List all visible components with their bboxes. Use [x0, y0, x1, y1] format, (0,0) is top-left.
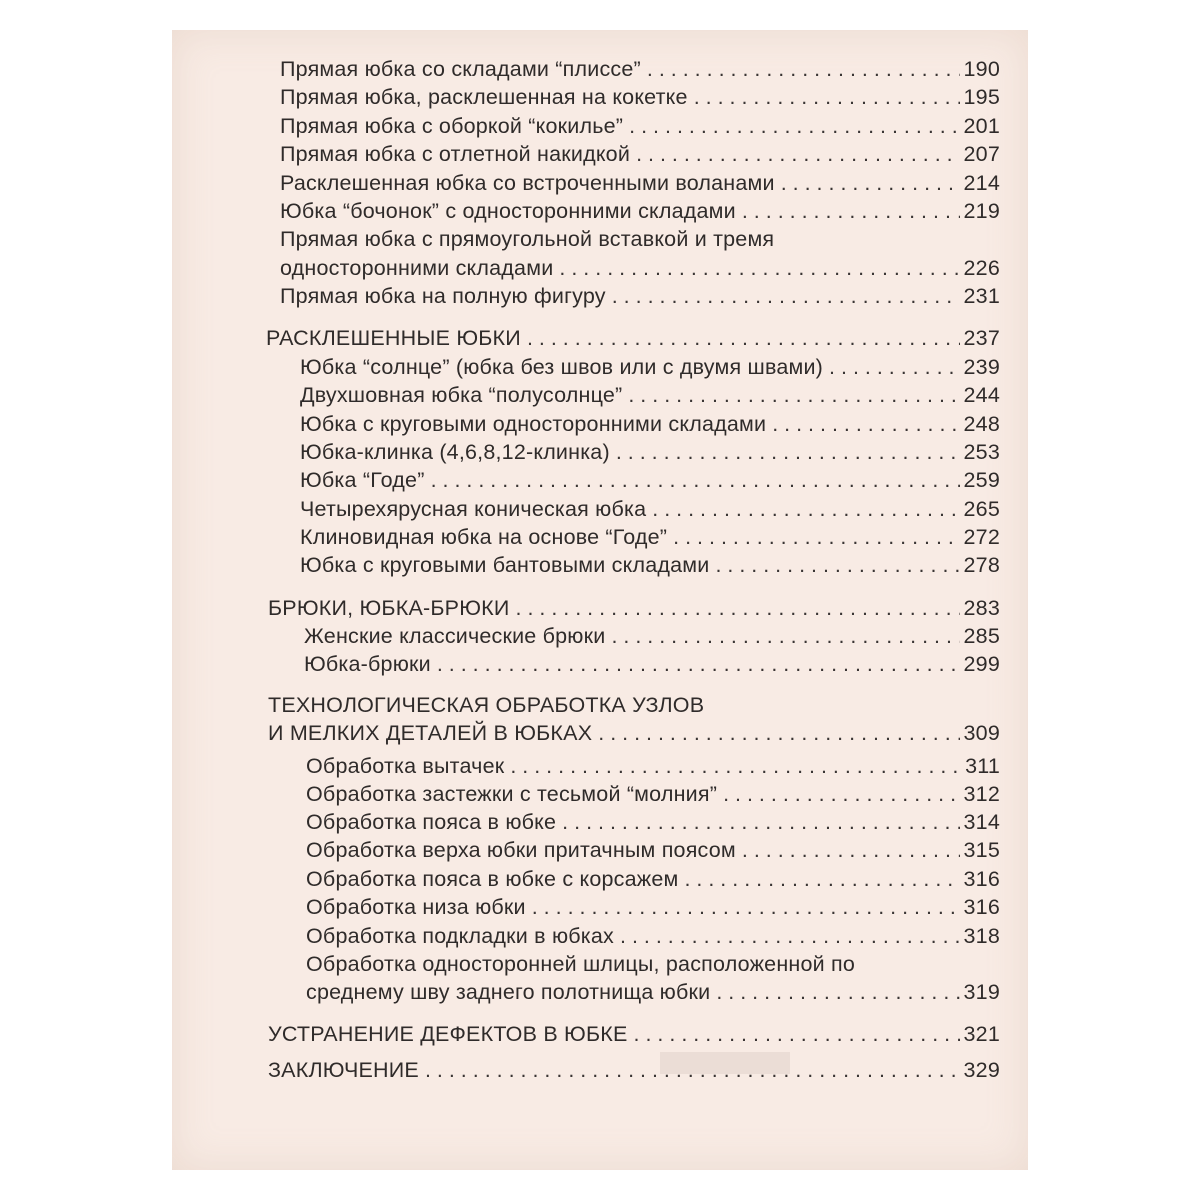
dot-leader	[636, 140, 959, 168]
toc-entry-title: Юбка “Годе”	[300, 468, 425, 492]
toc-page-number: 311	[965, 754, 1000, 778]
toc-section	[268, 594, 1000, 622]
toc-page-number: 283	[963, 596, 1000, 620]
dot-leader	[634, 1020, 960, 1048]
toc-page-number: 299	[963, 652, 1000, 676]
toc-entry-title: Клиновидная юбка на основе “Годе”	[300, 525, 668, 549]
toc-entry-title: Юбка “бочонок” с односторонними складами	[280, 199, 736, 223]
toc-page-number: 321	[963, 1022, 1000, 1046]
dot-leader	[684, 865, 959, 893]
dot-leader	[598, 719, 959, 747]
dot-leader	[527, 324, 960, 352]
toc-page-number: 329	[963, 1058, 1000, 1082]
toc-page-number: 201	[963, 114, 1000, 138]
toc-page-number: 272	[963, 525, 1000, 549]
toc-page-number: 226	[963, 256, 1000, 280]
dot-leader	[431, 466, 960, 494]
toc-entry-title: односторонними складами	[280, 256, 554, 280]
dot-leader	[772, 410, 959, 438]
toc-page-number: 278	[963, 553, 1000, 577]
toc-page-number: 195	[963, 85, 1000, 109]
dot-leader	[612, 282, 960, 310]
toc-page-number: 239	[963, 355, 1000, 379]
toc-section	[266, 324, 1000, 352]
toc-entry	[306, 893, 1000, 921]
toc-entry-title: Прямая юбка со складами “плиссе”	[280, 57, 641, 81]
dot-leader	[742, 197, 960, 225]
toc-entry	[280, 83, 1000, 111]
dot-leader	[647, 55, 960, 83]
toc-entry	[280, 282, 1000, 310]
toc-entry	[306, 780, 1000, 808]
dot-leader	[694, 83, 960, 111]
toc-entry-title: Юбка с круговыми бантовыми складами	[300, 553, 710, 577]
toc-section	[268, 1056, 1000, 1084]
dot-leader	[628, 381, 959, 409]
toc-page-number: 315	[963, 838, 1000, 862]
toc-page-number: 231	[963, 284, 1000, 308]
toc-entry	[300, 410, 1000, 438]
toc-entry	[280, 197, 1000, 225]
toc-page-number: 319	[963, 980, 1000, 1004]
toc-entry-title: Прямая юбка с отлетной накидкой	[280, 142, 631, 166]
toc-section	[268, 719, 1000, 747]
dot-leader	[652, 495, 959, 523]
toc-entry-title: Обработка застежки с тесьмой “молния”	[306, 782, 718, 806]
toc-entry	[300, 523, 1000, 551]
toc-entry-title: Юбка с круговыми односторонними складами	[300, 412, 767, 436]
dot-leader	[742, 836, 960, 864]
toc-page-number: 237	[963, 326, 1000, 350]
toc-entry	[306, 752, 1000, 780]
print-through-shadow	[660, 1052, 790, 1074]
toc-entry-title: среднему шву заднего полотнища юбки	[306, 980, 711, 1004]
toc-page-number: 248	[963, 412, 1000, 436]
dot-leader	[611, 622, 959, 650]
dot-leader	[829, 353, 959, 381]
toc-entry	[280, 55, 1000, 83]
toc-entry	[306, 808, 1000, 836]
toc-entry	[306, 978, 1000, 1006]
toc-entry-title: Прямая юбка с прямоугольной вставкой и тремя	[280, 227, 775, 251]
toc-entry-title: Обработка пояса в юбке	[306, 810, 557, 834]
toc-entry-title: Юбка-брюки	[304, 652, 431, 676]
toc-page-number: 316	[963, 895, 1000, 919]
toc-page-number: 190	[963, 57, 1000, 81]
toc-entry	[300, 438, 1000, 466]
toc-page-number: 312	[963, 782, 1000, 806]
toc-entry	[304, 622, 1000, 650]
toc-page-number: 259	[963, 468, 1000, 492]
toc-entry-title: Обработка пояса в юбке с корсажем	[306, 867, 679, 891]
toc-entry	[280, 169, 1000, 197]
dot-leader	[781, 169, 960, 197]
toc-page-number: 244	[963, 383, 1000, 407]
toc-entry-title: Прямая юбка на полную фигуру	[280, 284, 606, 308]
toc-entry	[300, 353, 1000, 381]
dot-leader	[437, 650, 960, 678]
toc-entry-title: Прямая юбка, расклешенная на кокетке	[280, 85, 688, 109]
toc-entry-title: Юбка-клинка (4,6,8,12-клинка)	[300, 440, 610, 464]
dot-leader	[616, 438, 960, 466]
toc-entry-title: Обработка односторонней шлицы, расположенной по	[306, 952, 856, 976]
dot-leader	[510, 752, 961, 780]
toc-entry	[280, 112, 1000, 140]
dot-leader	[723, 780, 959, 808]
toc-entry-title: Обработка низа юбки	[306, 895, 526, 919]
dot-leader	[673, 523, 959, 551]
toc-page-number: 207	[963, 142, 1000, 166]
toc-section	[268, 1020, 1000, 1048]
toc-page-number: 253	[963, 440, 1000, 464]
toc-page-number: 309	[963, 721, 1000, 745]
toc-entry-title: Двухшовная юбка “полусолнце”	[300, 383, 623, 407]
toc-entry-title: Юбка “солнце” (юбка без швов или с двумя швами)	[300, 355, 824, 379]
toc-page-number: 214	[963, 171, 1000, 195]
dot-leader	[516, 594, 960, 622]
toc-entry	[304, 650, 1000, 678]
toc-page-number: 285	[963, 624, 1000, 648]
toc-entry-title: Обработка подкладки в юбках	[306, 924, 614, 948]
toc-entry-title: Четырехярусная коническая юбка	[300, 497, 647, 521]
dot-leader	[716, 978, 959, 1006]
toc-entry	[280, 254, 1000, 282]
toc-page-number: 265	[963, 497, 1000, 521]
toc-entry	[300, 551, 1000, 579]
toc-page-number: 219	[963, 199, 1000, 223]
toc-entry-title: Обработка вытачек	[306, 754, 505, 778]
dot-leader	[620, 922, 960, 950]
toc-page-number: 318	[963, 924, 1000, 948]
dot-leader	[532, 893, 960, 921]
toc-entry	[300, 381, 1000, 409]
toc-entry-title: Прямая юбка с оборкой “кокилье”	[280, 114, 624, 138]
toc-section-title: ТЕХНОЛОГИЧЕСКАЯ ОБРАБОТКА УЗЛОВ	[268, 693, 705, 717]
toc-section-title: РАСКЛЕШЕННЫЕ ЮБКИ	[266, 326, 521, 350]
toc-entry	[300, 466, 1000, 494]
toc-entry	[306, 922, 1000, 950]
toc-page-number: 316	[963, 867, 1000, 891]
dot-leader	[559, 254, 959, 282]
toc-entry-title: Женские классические брюки	[304, 624, 606, 648]
toc-section-title: И МЕЛКИХ ДЕТАЛЕЙ В ЮБКАХ	[268, 721, 593, 745]
dot-leader	[629, 112, 959, 140]
book-page	[172, 30, 1028, 1170]
toc-page-number: 314	[963, 810, 1000, 834]
toc-section-title: ЗАКЛЮЧЕНИЕ	[268, 1058, 419, 1082]
dot-leader	[715, 551, 959, 579]
toc-entry	[280, 140, 1000, 168]
toc-entry	[300, 495, 1000, 523]
toc-entry-title: Обработка верха юбки притачным поясом	[306, 838, 736, 862]
toc-entry-title: Расклешенная юбка со встроченными воланами	[280, 171, 775, 195]
dot-leader	[562, 808, 959, 836]
toc-entry	[306, 865, 1000, 893]
toc-section-title: БРЮКИ, ЮБКА-БРЮКИ	[268, 596, 510, 620]
toc-entry	[306, 836, 1000, 864]
toc-section-title: УСТРАНЕНИЕ ДЕФЕКТОВ В ЮБКЕ	[268, 1022, 628, 1046]
